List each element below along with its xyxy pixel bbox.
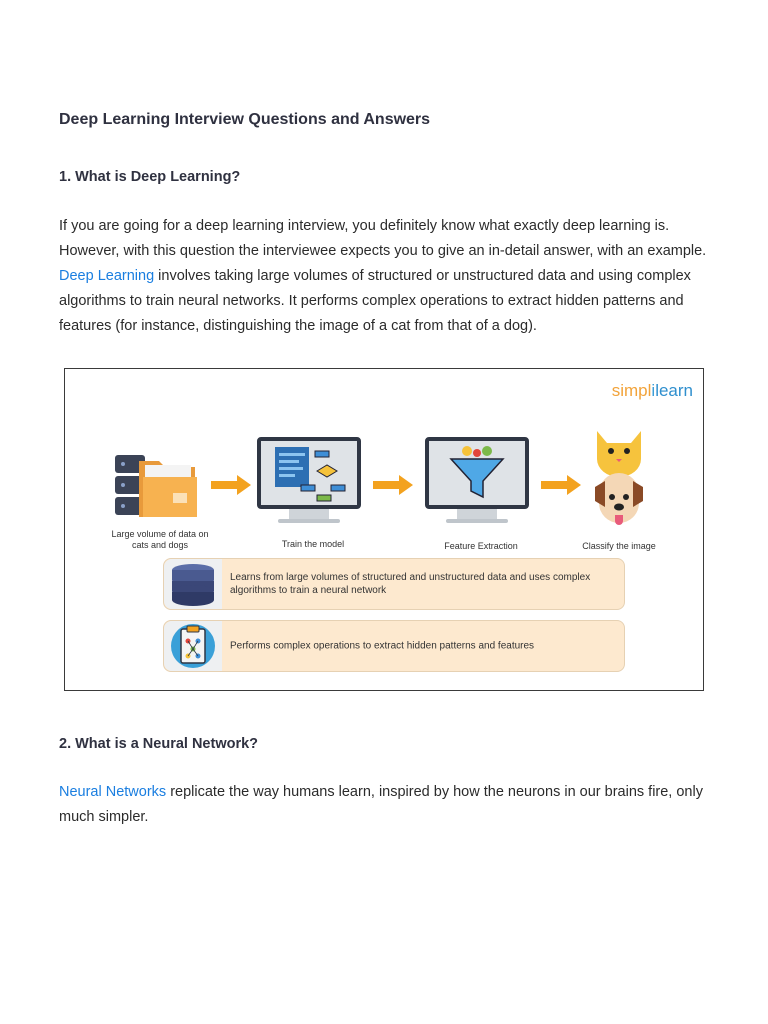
info-row-performs: [163, 620, 625, 672]
stage-label-feature: Feature Extraction: [444, 541, 518, 551]
question-2-heading: 2. What is a Neural Network?: [59, 736, 259, 752]
question-1-heading: 1. What is Deep Learning?: [59, 169, 241, 185]
question-1-answer: [59, 214, 709, 339]
data-storage-icon: [113, 451, 199, 526]
info-row-learns: [163, 558, 625, 610]
neural-networks-link[interactable]: Neural Networks: [59, 784, 167, 800]
info-text-learns: Learns from large volumes of structured and unstructured data and uses complex algorithms to train a neural network: [230, 572, 591, 596]
deep-learning-link[interactable]: Deep Learning: [59, 268, 155, 284]
answer-text: replicate the way humans learn, inspired by how the neurons in our brains fire, only much simpler.: [59, 784, 703, 825]
simplilearn-logo: simplilearn: [611, 381, 693, 400]
stage-label-train: Train the model: [281, 539, 345, 549]
answer-text-start: If you are going for a deep learning interview, you definitely know what exactly deep learning is. However, with this question the interviewee expects you to give an in-detail answer, with an example.: [59, 218, 707, 259]
arrow-icon: [541, 475, 581, 495]
question-2-answer: [59, 780, 709, 830]
page-title: Deep Learning Interview Questions and Answers: [59, 111, 431, 128]
stage-label-data: Large volume of data on cats and dogs: [111, 529, 209, 550]
stage-label-classify: Classify the image: [582, 541, 656, 551]
arrow-icon: [211, 475, 251, 495]
database-icon: [164, 559, 222, 609]
cat-dog-icon: [589, 423, 649, 540]
answer-text-end: involves taking large volumes of structured or unstructured data and using complex algorithms to train neural networks. It performs complex operations to extract hidden patterns and features (for instance, distinguishing the image of a cat from that of a dog).: [59, 268, 691, 334]
deep-learning-figure: [64, 368, 704, 691]
arrow-icon: [373, 475, 413, 495]
feature-extraction-monitor: [425, 437, 529, 523]
clipboard-icon: [164, 621, 222, 671]
info-text-performs: Performs complex operations to extract hidden patterns and features: [230, 640, 535, 652]
train-model-monitor: [257, 437, 361, 523]
